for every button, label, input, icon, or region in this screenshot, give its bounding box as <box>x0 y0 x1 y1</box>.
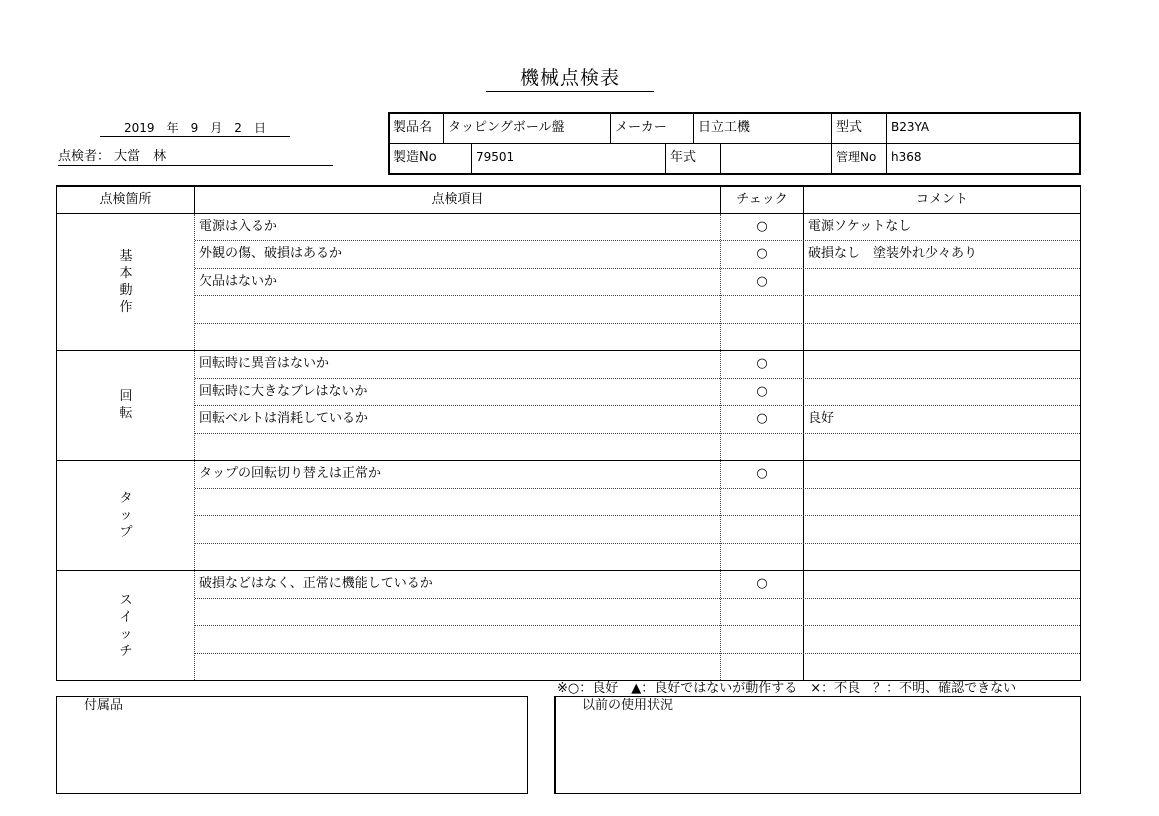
check-mark: ○ <box>756 246 768 261</box>
inspector-label: 点検者： <box>58 149 111 164</box>
serial-label: 製造No <box>393 150 437 165</box>
comment: 良好 <box>808 411 835 426</box>
accessories-label: 付属品 <box>84 698 124 713</box>
product-name-label: 製品名 <box>393 120 433 135</box>
section-char: ス <box>119 593 133 608</box>
section-label-tap <box>116 490 136 541</box>
check-mark: ○ <box>756 219 768 234</box>
row-divider <box>195 488 1080 489</box>
section-char: 動 <box>119 283 133 298</box>
row-divider <box>195 543 1080 544</box>
check-mark: ○ <box>756 576 768 591</box>
check-mark: ○ <box>756 466 768 481</box>
section-label-rotation <box>116 388 136 422</box>
date-day-unit: 日 <box>253 121 266 135</box>
date-month-unit: 月 <box>210 121 223 135</box>
section-char: ッ <box>119 627 133 642</box>
check-mark: ○ <box>756 356 768 371</box>
section-char: 作 <box>119 300 133 315</box>
inspection-item: タップの回転切り替えは正常か <box>199 466 382 481</box>
row-divider <box>195 653 1080 654</box>
row-divider <box>195 295 1080 296</box>
year-label: 年式 <box>670 150 697 165</box>
model-label: 型式 <box>836 120 863 135</box>
date-year: 2019 <box>124 121 155 135</box>
header-item: 点検項目 <box>431 192 484 207</box>
inspection-item: 破損などはなく、正常に機能しているか <box>199 576 433 591</box>
inspection-date <box>100 120 290 137</box>
accessories-box <box>56 696 528 794</box>
section-char: 転 <box>119 406 133 421</box>
comment: 破損なし 塗装外れ少々あり <box>808 246 978 261</box>
inspection-item: 外観の傷、破損はあるか <box>199 246 343 261</box>
section-char: チ <box>119 644 133 659</box>
previous-usage-label: 以前の使用状況 <box>582 698 674 713</box>
header-comment: コメント <box>915 192 968 207</box>
row-divider <box>195 515 1080 516</box>
page-title: 機械点検表 <box>486 66 654 92</box>
header-location: 点検箇所 <box>99 192 152 207</box>
maker-value: 日立工機 <box>698 120 751 135</box>
inspector <box>58 149 333 166</box>
date-day: 2 <box>234 121 242 135</box>
inspection-item: 回転ベルトは消耗しているか <box>199 411 369 426</box>
mgmt-label: 管理No <box>836 150 877 164</box>
product-name-value: タッピングボール盤 <box>448 120 565 135</box>
divider <box>720 143 721 174</box>
section-char: イ <box>119 610 133 625</box>
serial-value: 79501 <box>476 150 515 164</box>
section-char: 基 <box>119 249 133 264</box>
date-year-unit: 年 <box>166 121 179 135</box>
inspector-name: 大當 林 <box>114 149 167 164</box>
section-char: 本 <box>119 266 133 281</box>
check-mark: ○ <box>756 411 768 426</box>
date-month: 9 <box>190 121 199 135</box>
section-char: 回 <box>119 389 133 404</box>
row-divider <box>195 433 1080 434</box>
model-value: B23YA <box>891 120 930 134</box>
inspection-item: 回転時に大きなブレはないか <box>199 384 368 399</box>
row-divider <box>195 598 1080 599</box>
section-label-basic <box>116 248 136 316</box>
row-divider <box>195 323 1080 324</box>
header-check: チェック <box>736 192 788 207</box>
mgmt-value: h368 <box>891 150 922 164</box>
section-label-switch <box>116 592 136 660</box>
check-mark: ○ <box>756 274 768 289</box>
inspection-item: 欠品はないか <box>199 274 278 289</box>
section-char: タ <box>119 491 133 506</box>
legend: ※○：良好 ▲：良好ではないが動作する ×：不良 ？：不明、確認できない <box>557 681 1017 696</box>
maker-label: メーカー <box>615 120 667 135</box>
check-mark: ○ <box>756 384 768 399</box>
section-char: ッ <box>119 508 133 523</box>
row-divider <box>195 625 1080 626</box>
comment: 電源ソケットなし <box>808 219 912 234</box>
inspection-item: 電源は入るか <box>199 219 278 234</box>
inspection-item: 回転時に異音はないか <box>199 356 330 371</box>
section-char: プ <box>119 525 133 540</box>
